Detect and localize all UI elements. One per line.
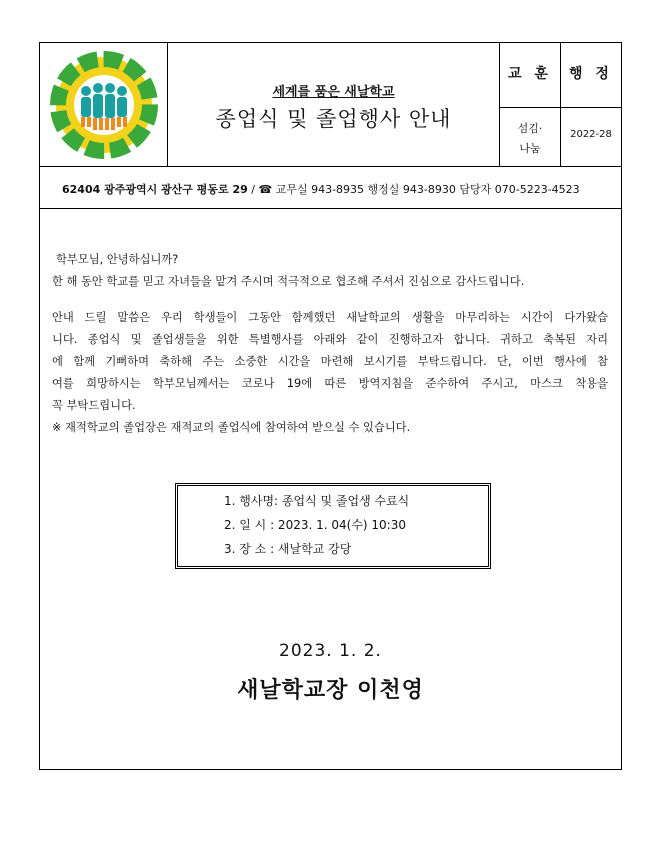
phone-numbers: 교무실 943-8935 행정실 943-8930 담당자 070-5223-4523 <box>275 183 580 196</box>
motto-value <box>500 119 560 159</box>
school-address: 62404 광주광역시 광산구 평동로 29 <box>62 183 248 196</box>
title-cell <box>168 43 500 166</box>
school-logo <box>40 43 168 166</box>
motto-value-line: 섬김· <box>517 122 543 135</box>
paragraph-line: 안내 드릴 말씀은 우리 학생들이 그동안 함께했던 새날학교의 생활을 마무리하는 시간이 다가왔습 <box>52 311 608 324</box>
paragraph-line: 여를 희망하시는 학부모님께서는 코로나 19에 따른 방역지침을 준수하여 주시고, 마스크 착용을 <box>52 377 608 390</box>
event-location: 3. 장 소 : 새날학교 강당 <box>224 542 352 556</box>
motto-value-line: 나눔 <box>519 142 541 155</box>
separator: / <box>251 183 255 196</box>
document-title: 종업식 및 졸업행사 안내 <box>215 107 452 131</box>
paragraph-line: 에 함께 기뻐하며 축하해 주는 소중한 시간을 마련해 보시기를 부탁드립니다. 단, 이번 행사에 참 <box>52 355 608 368</box>
document-frame <box>39 42 622 770</box>
contact-row <box>40 167 621 209</box>
department-label: 행 정 <box>569 66 613 82</box>
issue-date: 2023. 1. 2. <box>279 641 382 661</box>
motto-cell <box>500 43 561 166</box>
logo-cell <box>40 43 168 166</box>
motto-label: 교 훈 <box>508 66 552 82</box>
event-details-box <box>175 483 491 569</box>
thanks-paragraph: 한 해 동안 학교를 믿고 자녀들을 맡겨 주시며 적극적으로 협조해 주셔서 진심으로 감사드립니다. <box>52 275 525 288</box>
dept-cell <box>561 43 621 166</box>
event-name: 1. 행사명: 종업식 및 졸업생 수료식 <box>224 494 410 508</box>
school-slogan: 세계를 품은 새날학교 <box>272 85 395 100</box>
document-header <box>40 43 621 167</box>
paragraph-line: 꼭 부탁드립니다. <box>52 399 136 412</box>
greeting: 학부모님, 안녕하십니까? <box>56 253 179 266</box>
letter-body <box>52 249 608 439</box>
note: ※ 재적학교의 졸업장은 재적교의 졸업식에 참여하여 받으실 수 있습니다. <box>52 421 411 434</box>
contact-info <box>62 181 580 197</box>
paragraph-line: 니다. 종업식 및 졸업생들을 위한 특별행사를 아래와 같이 진행하고자 합니다. 귀하고 축복된 자리 <box>52 333 608 346</box>
event-datetime: 2. 일 시 : 2023. 1. 04(수) 10:30 <box>224 518 406 532</box>
phone-icon: ☎ <box>258 183 273 196</box>
divider <box>561 107 621 108</box>
document-number: 2022-28 <box>570 129 612 140</box>
divider <box>500 107 560 108</box>
principal-signature: 새날학교장 이천영 <box>237 678 424 703</box>
